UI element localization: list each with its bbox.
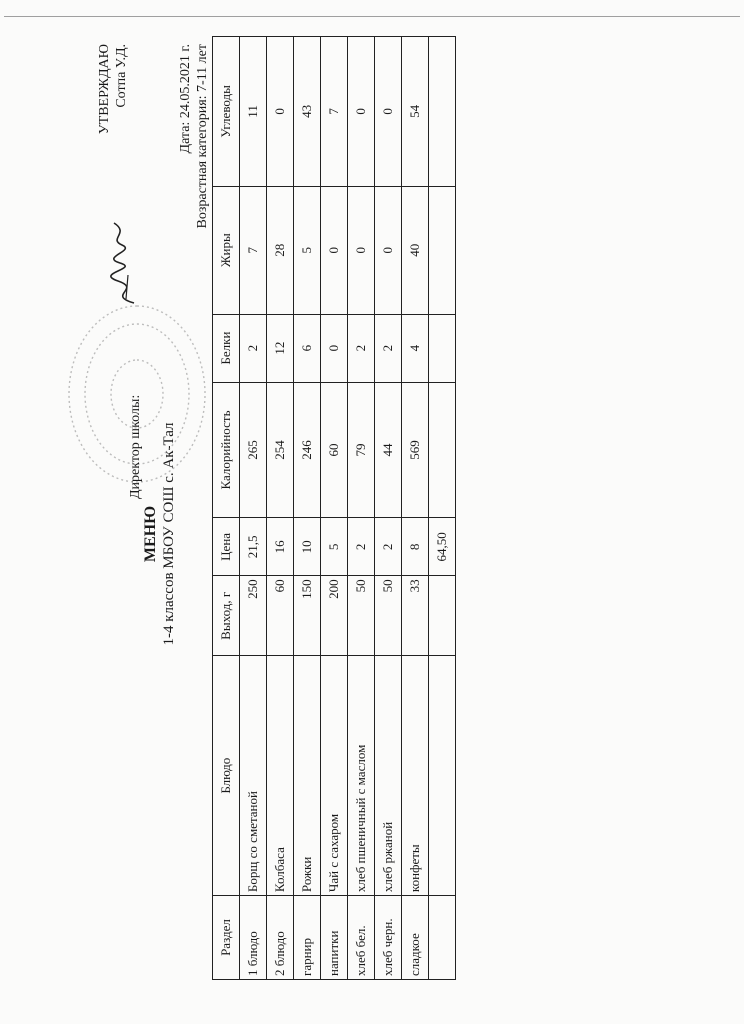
fat-cell <box>429 186 456 314</box>
weight-cell <box>429 576 456 656</box>
fat-cell: 28 <box>267 186 294 314</box>
carbs-cell: 0 <box>267 37 294 187</box>
protein-cell: 2 <box>348 314 375 382</box>
calories-cell: 44 <box>375 382 402 518</box>
section-cell: 2 блюдо <box>267 896 294 980</box>
director-label: Директор школы: <box>128 394 143 499</box>
carbs-cell: 43 <box>294 37 321 187</box>
calories-cell: 60 <box>321 382 348 518</box>
protein-cell: 0 <box>321 314 348 382</box>
price-cell: 2 <box>348 518 375 576</box>
section-cell: хлеб черн. <box>375 896 402 980</box>
dish-cell: Борщ со сметаной <box>240 656 267 896</box>
carbs-cell: 0 <box>375 37 402 187</box>
carbs-cell: 54 <box>402 37 429 187</box>
protein-cell: 2 <box>240 314 267 382</box>
weight-cell: 33 <box>402 576 429 656</box>
carbs-cell: 7 <box>321 37 348 187</box>
dish-cell <box>429 656 456 896</box>
dish-cell: Чай с сахаром <box>321 656 348 896</box>
dish-cell: конфеты <box>402 656 429 896</box>
protein-cell <box>429 314 456 382</box>
menu-subtitle: 1-4 классов МБОУ СОШ с. Ак-Тал <box>161 422 177 646</box>
header-cell: Цена <box>213 518 240 576</box>
table-row <box>348 37 375 980</box>
header-cell: Белки <box>213 314 240 382</box>
carbs-cell: 0 <box>348 37 375 187</box>
weight-cell: 150 <box>294 576 321 656</box>
carbs-cell <box>429 37 456 187</box>
protein-cell: 12 <box>267 314 294 382</box>
approval-block <box>96 44 130 194</box>
weight-cell: 200 <box>321 576 348 656</box>
calories-cell: 246 <box>294 382 321 518</box>
table-row <box>294 37 321 980</box>
menu-date: Дата: 24.05.2021 г. <box>178 44 193 154</box>
calories-cell <box>429 382 456 518</box>
header-cell: Выход, г <box>213 576 240 656</box>
table-row <box>402 37 429 980</box>
total-price-cell: 64,50 <box>429 518 456 576</box>
table-row <box>375 37 402 980</box>
weight-cell: 60 <box>267 576 294 656</box>
price-cell: 8 <box>402 518 429 576</box>
section-cell: сладкое <box>402 896 429 980</box>
protein-cell: 4 <box>402 314 429 382</box>
weight-cell: 250 <box>240 576 267 656</box>
calories-cell: 79 <box>348 382 375 518</box>
dish-cell: Рожки <box>294 656 321 896</box>
section-cell: хлеб бел. <box>348 896 375 980</box>
dish-cell: хлеб пшеничный с маслом <box>348 656 375 896</box>
table-row <box>240 37 267 980</box>
carbs-cell: 11 <box>240 37 267 187</box>
table-row <box>321 37 348 980</box>
weight-cell: 50 <box>375 576 402 656</box>
header-cell: Калорийность <box>213 382 240 518</box>
age-category: Возрастная категория: 7-11 лет <box>195 44 210 229</box>
section-cell: гарнир <box>294 896 321 980</box>
price-cell: 10 <box>294 518 321 576</box>
dish-cell: Колбаса <box>267 656 294 896</box>
fat-cell: 5 <box>294 186 321 314</box>
table-header-row <box>213 37 240 980</box>
header-cell: Блюдо <box>213 656 240 896</box>
menu-table <box>212 36 456 980</box>
section-cell <box>429 896 456 980</box>
fat-cell: 7 <box>240 186 267 314</box>
dish-cell: хлеб ржаной <box>375 656 402 896</box>
total-row <box>429 37 456 980</box>
menu-title: МЕНЮ <box>142 505 159 563</box>
calories-cell: 569 <box>402 382 429 518</box>
protein-cell: 6 <box>294 314 321 382</box>
price-cell: 21,5 <box>240 518 267 576</box>
approver-name: Сотпа У.Д. <box>114 44 129 108</box>
price-cell: 16 <box>267 518 294 576</box>
calories-cell: 265 <box>240 382 267 518</box>
header-cell: Углеводы <box>213 37 240 187</box>
header-cell: Жиры <box>213 186 240 314</box>
fat-cell: 0 <box>348 186 375 314</box>
approve-label: УТВЕРЖДАЮ <box>97 44 112 135</box>
weight-cell: 50 <box>348 576 375 656</box>
section-cell: напитки <box>321 896 348 980</box>
price-cell: 5 <box>321 518 348 576</box>
protein-cell: 2 <box>375 314 402 382</box>
fat-cell: 40 <box>402 186 429 314</box>
director-signature-icon <box>100 219 150 309</box>
price-cell: 2 <box>375 518 402 576</box>
table-row <box>267 37 294 980</box>
fat-cell: 0 <box>321 186 348 314</box>
section-cell: 1 блюдо <box>240 896 267 980</box>
calories-cell: 254 <box>267 382 294 518</box>
fat-cell: 0 <box>375 186 402 314</box>
header-cell: Раздел <box>213 896 240 980</box>
